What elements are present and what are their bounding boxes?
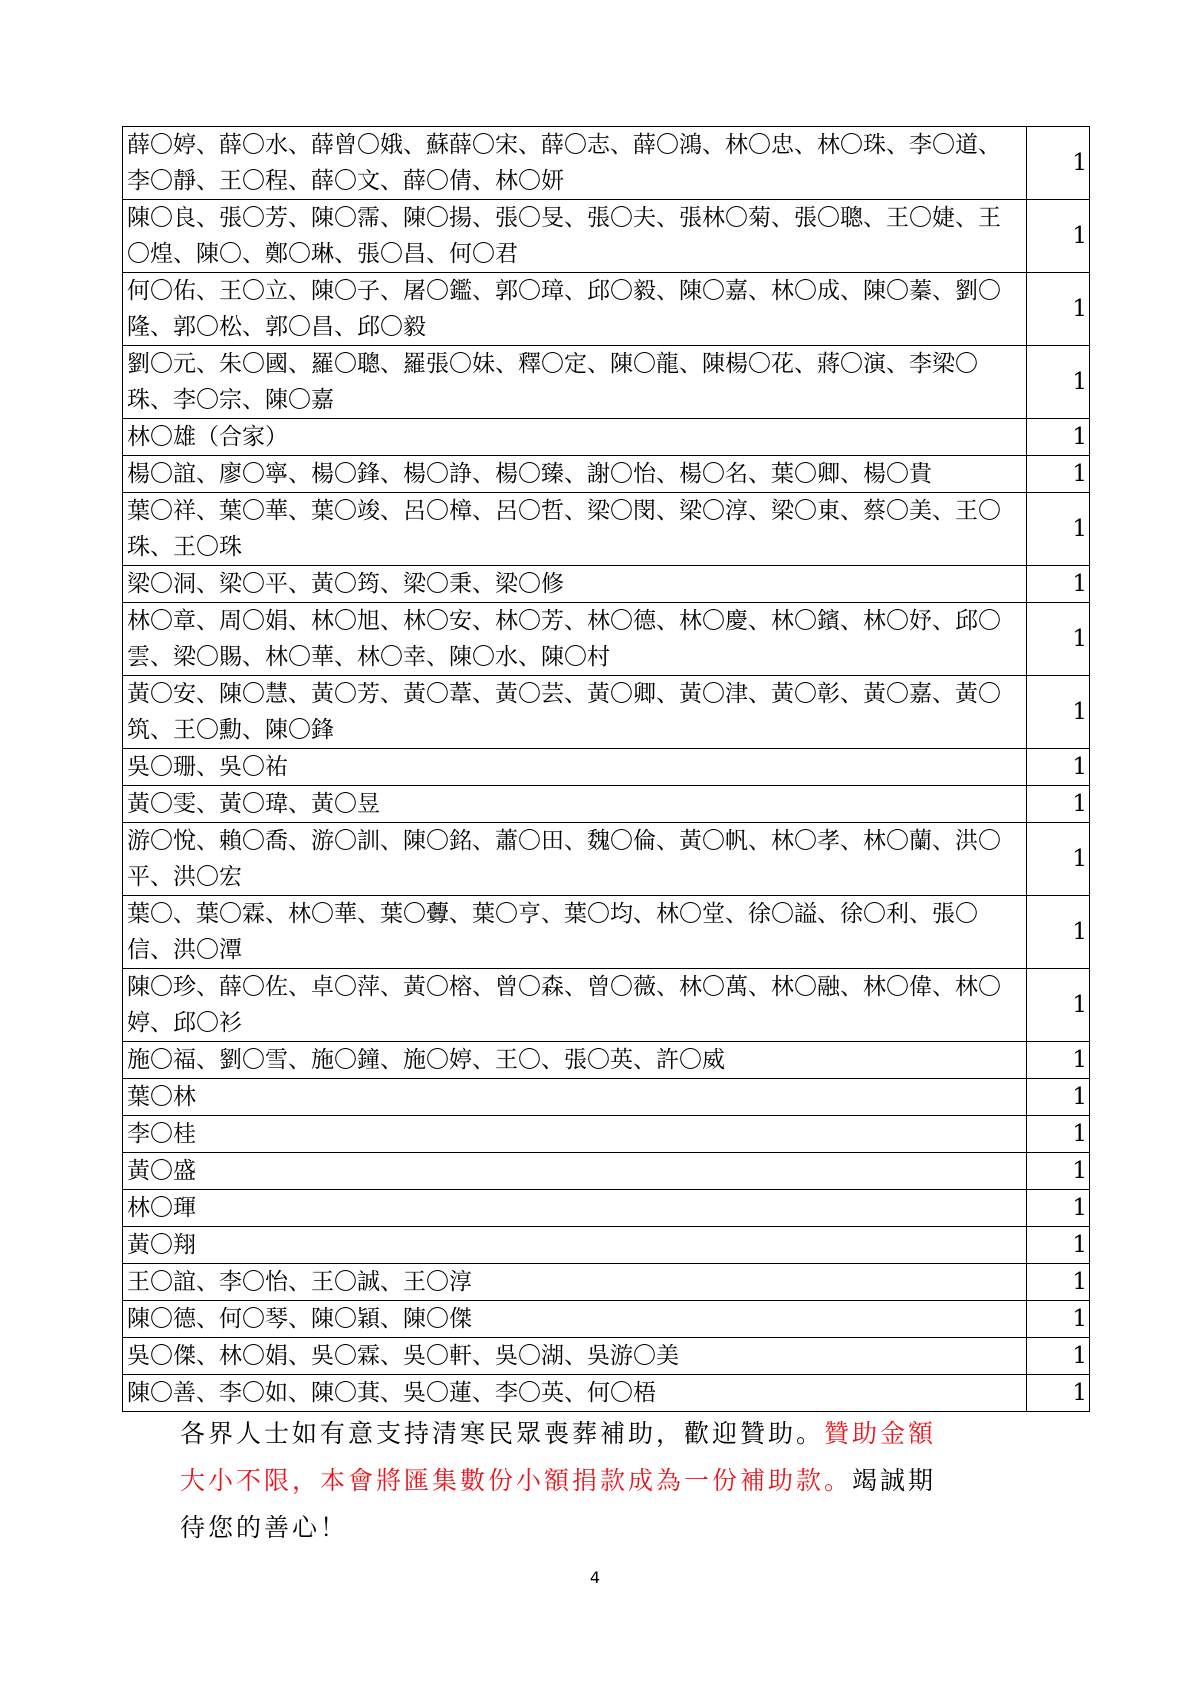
table-row <box>123 346 1090 419</box>
table-row <box>123 1338 1090 1375</box>
donor-names-cell: 吳〇珊、吳〇祐 <box>123 749 1027 786</box>
donor-names-cell: 黃〇翔 <box>123 1227 1027 1264</box>
table-row <box>123 1079 1090 1116</box>
table-row <box>123 1190 1090 1227</box>
donation-count-cell: 1 <box>1027 1190 1090 1227</box>
donor-names-cell: 林〇琿 <box>123 1190 1027 1227</box>
donation-count-cell: 1 <box>1027 493 1090 566</box>
donation-count-cell: 1 <box>1027 1153 1090 1190</box>
donation-count-cell: 1 <box>1027 896 1090 969</box>
donor-names-cell: 葉〇、葉〇霖、林〇華、葉〇虋、葉〇亨、葉〇均、林〇堂、徐〇謚、徐〇利、張〇信、洪〇潭 <box>123 896 1027 969</box>
donor-names-cell: 吳〇傑、林〇娟、吳〇霖、吳〇軒、吳〇湖、吳游〇美 <box>123 1338 1027 1375</box>
donor-names-cell: 楊〇誼、廖〇寧、楊〇鋒、楊〇諍、楊〇臻、謝〇怡、楊〇名、葉〇卿、楊〇貴 <box>123 456 1027 493</box>
donor-names-cell: 劉〇元、朱〇國、羅〇聰、羅張〇妹、釋〇定、陳〇龍、陳楊〇花、蔣〇演、李梁〇珠、李〇宗、陳〇嘉 <box>123 346 1027 419</box>
donor-names-cell: 游〇悅、賴〇喬、游〇訓、陳〇銘、蕭〇田、魏〇倫、黃〇帆、林〇孝、林〇蘭、洪〇平、洪〇宏 <box>123 823 1027 896</box>
table-row <box>123 1227 1090 1264</box>
donation-count-cell: 1 <box>1027 1301 1090 1338</box>
table-row <box>123 1375 1090 1412</box>
donation-count-cell: 1 <box>1027 127 1090 200</box>
donation-count-cell: 1 <box>1027 419 1090 456</box>
donation-count-cell: 1 <box>1027 749 1090 786</box>
donor-names-cell: 林〇雄（合家） <box>123 419 1027 456</box>
donation-count-cell: 1 <box>1027 969 1090 1042</box>
sponsorship-note <box>180 1410 960 1551</box>
donor-names-cell: 陳〇珍、薛〇佐、卓〇萍、黃〇榕、曾〇森、曾〇薇、林〇萬、林〇融、林〇偉、林〇婷、邱〇衫 <box>123 969 1027 1042</box>
donation-count-cell: 1 <box>1027 273 1090 346</box>
donor-table-body <box>123 127 1090 1412</box>
donation-count-cell: 1 <box>1027 200 1090 273</box>
table-row <box>123 419 1090 456</box>
table-row <box>123 273 1090 346</box>
table-row <box>123 676 1090 749</box>
donor-table <box>122 126 1090 1412</box>
table-row <box>123 456 1090 493</box>
note-intro: 各界人士如有意支持清寒民眾喪葬補助，歡迎贊助。 <box>180 1419 825 1448</box>
donation-count-cell: 1 <box>1027 346 1090 419</box>
donor-names-cell: 薛〇婷、薛〇水、薛曾〇娥、蘇薛〇宋、薛〇志、薛〇鴻、林〇忠、林〇珠、李〇道、李〇靜、王〇程、薛〇文、薛〇倩、林〇妍 <box>123 127 1027 200</box>
table-row <box>123 566 1090 603</box>
donation-count-cell: 1 <box>1027 456 1090 493</box>
donation-count-cell: 1 <box>1027 1079 1090 1116</box>
donor-names-cell: 葉〇祥、葉〇華、葉〇竣、呂〇樟、呂〇哲、梁〇閔、梁〇淳、梁〇東、蔡〇美、王〇珠、王〇珠 <box>123 493 1027 566</box>
table-row <box>123 1301 1090 1338</box>
donor-names-cell: 陳〇善、李〇如、陳〇萁、吳〇蓮、李〇英、何〇梧 <box>123 1375 1027 1412</box>
donation-count-cell: 1 <box>1027 603 1090 676</box>
note-closing: 竭誠期待您的善心！ <box>180 1466 937 1542</box>
donation-count-cell: 1 <box>1027 1227 1090 1264</box>
table-row <box>123 1264 1090 1301</box>
donation-count-cell: 1 <box>1027 1116 1090 1153</box>
donor-names-cell: 李〇桂 <box>123 1116 1027 1153</box>
table-row <box>123 1116 1090 1153</box>
table-row <box>123 786 1090 823</box>
donor-names-cell: 黃〇盛 <box>123 1153 1027 1190</box>
donor-names-cell: 陳〇德、何〇琴、陳〇穎、陳〇傑 <box>123 1301 1027 1338</box>
table-row <box>123 823 1090 896</box>
donation-count-cell: 1 <box>1027 1264 1090 1301</box>
donor-names-cell: 何〇佑、王〇立、陳〇子、屠〇鑑、郭〇璋、邱〇毅、陳〇嘉、林〇成、陳〇蓁、劉〇隆、郭〇松、郭〇昌、邱〇毅 <box>123 273 1027 346</box>
table-row <box>123 896 1090 969</box>
donation-count-cell: 1 <box>1027 823 1090 896</box>
donation-count-cell: 1 <box>1027 1338 1090 1375</box>
table-row <box>123 1042 1090 1079</box>
donor-names-cell: 黃〇安、陳〇慧、黃〇芳、黃〇葦、黃〇芸、黃〇卿、黃〇津、黃〇彰、黃〇嘉、黃〇筑、王〇勳、陳〇鋒 <box>123 676 1027 749</box>
donor-names-cell: 王〇誼、李〇怡、王〇誠、王〇淳 <box>123 1264 1027 1301</box>
donor-names-cell: 施〇福、劉〇雪、施〇鐘、施〇婷、王〇、張〇英、許〇威 <box>123 1042 1027 1079</box>
table-row <box>123 127 1090 200</box>
table-row <box>123 969 1090 1042</box>
page-number: 4 <box>589 1568 601 1587</box>
donor-names-cell: 黃〇雯、黃〇瑋、黃〇昱 <box>123 786 1027 823</box>
table-row <box>123 749 1090 786</box>
donation-count-cell: 1 <box>1027 566 1090 603</box>
donor-names-cell: 林〇章、周〇娟、林〇旭、林〇安、林〇芳、林〇德、林〇慶、林〇鑌、林〇妤、邱〇雲、梁〇賜、林〇華、林〇幸、陳〇水、陳〇村 <box>123 603 1027 676</box>
table-row <box>123 493 1090 566</box>
donation-count-cell: 1 <box>1027 1042 1090 1079</box>
donation-count-cell: 1 <box>1027 1375 1090 1412</box>
donor-names-cell: 梁〇洞、梁〇平、黃〇筠、梁〇秉、梁〇修 <box>123 566 1027 603</box>
donor-names-cell: 葉〇林 <box>123 1079 1027 1116</box>
table-row <box>123 200 1090 273</box>
table-row <box>123 603 1090 676</box>
donation-count-cell: 1 <box>1027 676 1090 749</box>
donation-count-cell: 1 <box>1027 786 1090 823</box>
note-highlight: 贊助金額大小不限，本會將匯集數份小額捐款成為一份補助款。 <box>180 1419 937 1495</box>
donor-names-cell: 陳〇良、張〇芳、陳〇霈、陳〇揚、張〇旻、張〇夫、張林〇菊、張〇聰、王〇婕、王〇煌、陳〇、鄭〇琳、張〇昌、何〇君 <box>123 200 1027 273</box>
table-row <box>123 1153 1090 1190</box>
